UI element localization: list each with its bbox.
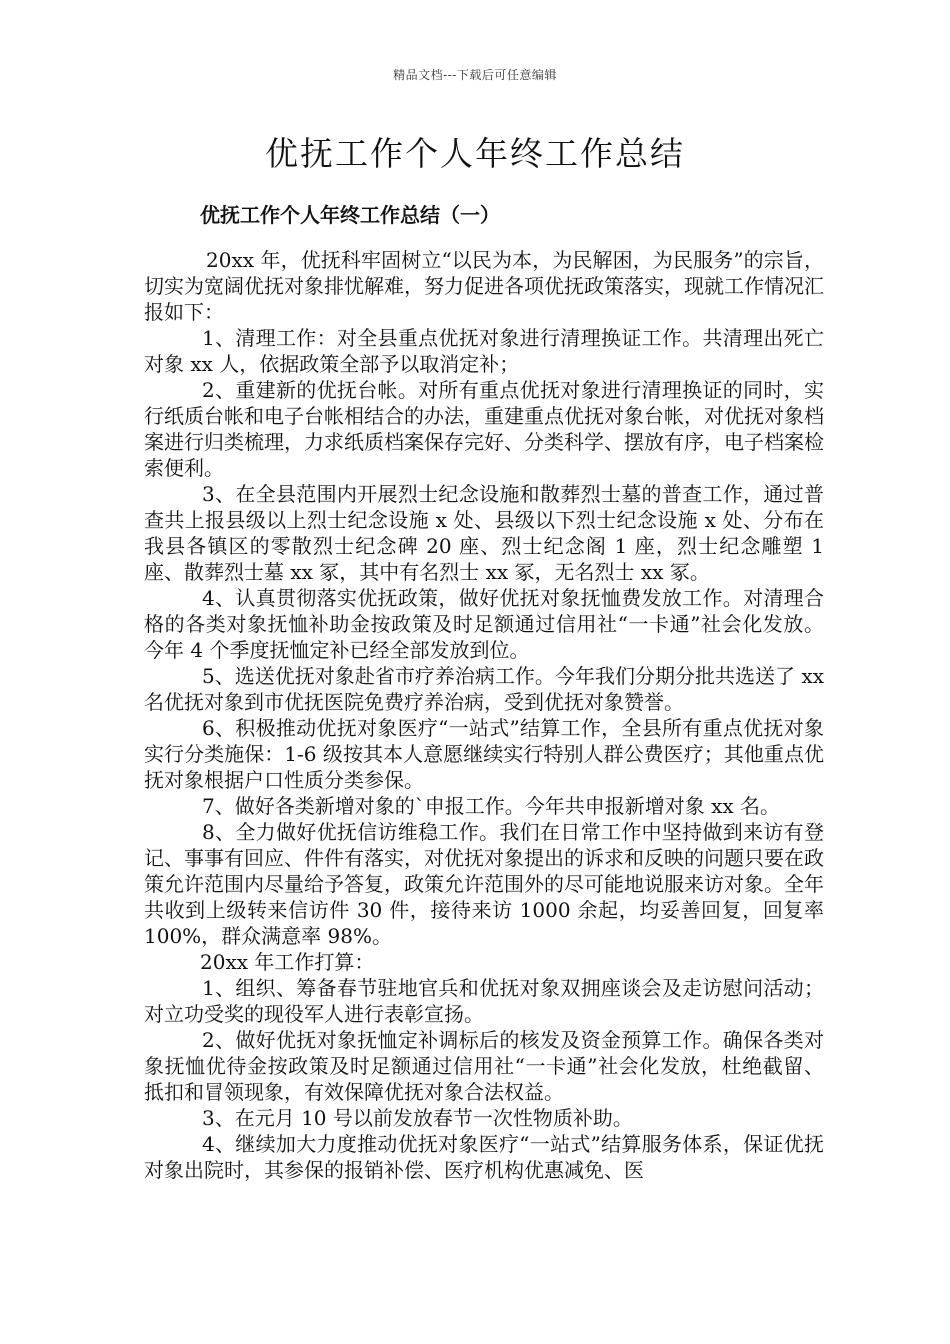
paragraph-plan-1: 1、组织、筹备春节驻地官兵和优抚对象双拥座谈会及走访慰问活动；对立功受奖的现役军人进行表彰宣扬。 — [144, 976, 824, 1026]
header-note: 精品文档---下载后可任意编辑 — [393, 68, 557, 82]
paragraph-plan-4: 4、继续加大力度推动优抚对象医疗“一站式”结算服务体系，保证优抚对象出院时，其参保的报销补偿、医疗机构优惠减免、医 — [144, 1132, 824, 1182]
paragraph-item-1: 1、清理工作：对全县重点优抚对象进行清理换证工作。共清理出死亡对象 xx 人，依据政策全部予以取消定补； — [144, 326, 824, 376]
document-body — [144, 247, 824, 1183]
paragraph-item-8: 8、全力做好优抚信访维稳工作。我们在日常工作中坚持做到来访有登记、事事有回应、件件有落实，对优抚对象提出的诉求和反映的问题只要在政策允许范围内尽量给予答复，政策允许范围外的尽可能地说服来访对象。全年共收到上级转来信访件 30 件，接待来访 1000 余起，均妥善回复，回复率 100%，群众满意率 98%。 — [144, 820, 824, 948]
paragraph-intro: 20xx 年，优抚科牢固树立“以民为本，为民解困，为民服务”的宗旨，切实为宽阔优抚对象排忧解难，努力促进各项优抚政策落实，现就工作情况汇报如下： — [144, 248, 824, 324]
paragraph-item-4: 4、认真贯彻落实优抚政策，做好优抚对象抚恤费发放工作。对清理合格的各类对象抚恤补助金按政策及时足额通过信用社“一卡通”社会化发放。今年 4 个季度抚恤定补已经全部发放到位。 — [144, 586, 824, 662]
paragraph-item-7: 7、做好各类新增对象的`申报工作。今年共申报新增对象 xx 名。 — [202, 794, 780, 818]
document-title: 优抚工作个人年终工作总结 — [265, 134, 685, 173]
paragraph-item-5: 5、选送优抚对象赴省市疗养治病工作。今年我们分期分批共选送了 xx 名优抚对象到市优抚医院免费疗养治病，受到优抚对象赞誉。 — [144, 664, 824, 714]
paragraph-plan-heading: 20xx 年工作打算： — [200, 950, 375, 974]
paragraph-item-6: 6、积极推动优抚对象医疗“一站式”结算工作，全县所有重点优抚对象实行分类施保：1-6 级按其本人意愿继续实行特别人群公费医疗；其他重点优抚对象根据户口性质分类参保。 — [144, 716, 824, 792]
paragraph-plan-3: 3、在元月 10 号以前发放春节一次性物质补助。 — [202, 1106, 633, 1130]
paragraph-plan-2: 2、做好优抚对象抚恤定补调标后的核发及资金预算工作。确保各类对象抚恤优待金按政策及时足额通过信用社“一卡通”社会化发放，杜绝截留、抵扣和冒领现象，有效保障优抚对象合法权益。 — [144, 1028, 824, 1104]
paragraph-item-3: 3、在全县范围内开展烈士纪念设施和散葬烈士墓的普查工作，通过普查共上报县级以上烈士纪念设施 x 处、县级以下烈士纪念设施 x 处、分布在我县各镇区的零散烈士纪念碑 20 座、烈士纪念阁 1 座，烈士纪念雕塑 1 座、散葬烈士墓 xx 冢，其中有名烈士 xx 冢，无名烈士 xx 冢。 — [144, 482, 824, 584]
document-subtitle: 优抚工作个人年终工作总结（一） — [200, 203, 500, 227]
paragraph-item-2: 2、重建新的优抚台帐。对所有重点优抚对象进行清理换证的同时，实行纸质台帐和电子台帐相结合的办法，重建重点优抚对象台帐，对优抚对象档案进行归类梳理，力求纸质档案保存完好、分类科学、摆放有序，电子档案检索便利。 — [144, 378, 824, 480]
